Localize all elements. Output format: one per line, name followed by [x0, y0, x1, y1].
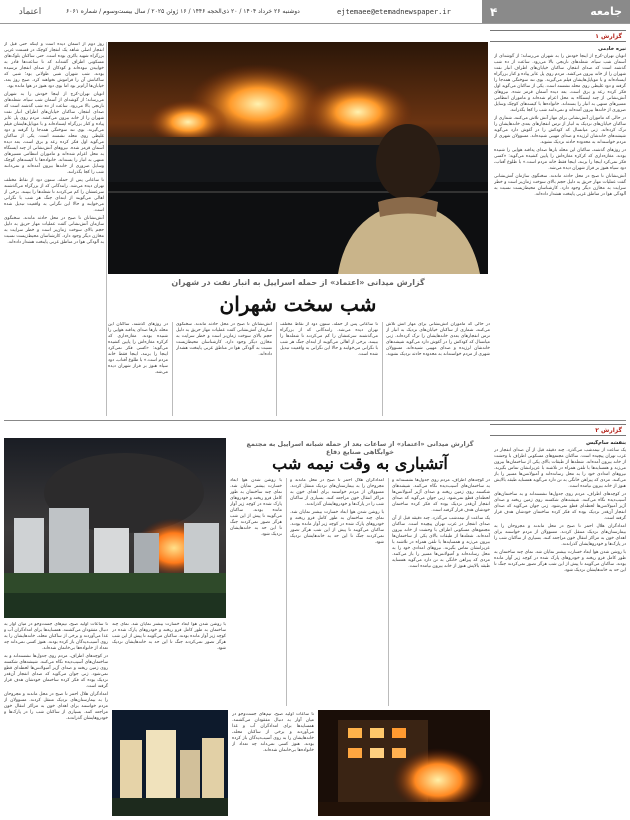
story2-tag	[490, 424, 626, 436]
story2-left-text-cont: در کوچه‌های اطراف، مردم روی جدول‌ها نشسته‌اند و به ساختمان‌های آسیب‌دیده نگاه می‌کنند. شیشه‌های شکسته روی زمین ریخته و صدای آژیر آمبولانس‌ها لحظه‌ای قطع نمی‌شود. زنی جوان می‌گوید که صدای انفجار آن‌قدر نزدیک بوده که فکر کرده ساختمان خودشان هدف قرار گرفته است.	[4, 654, 108, 689]
story1-right-text: اتوبان تهران-کرج از اینجا خودش را به شهران می‌رساند؛ از گوشه‌ای از آسمان شب سیاه، شعله‌های نارنجی بالا می‌رود. ساعت از ده شب گذشته است که صدای انفجار، ساکنان خیابان‌های اطراف انبار نفت شهران را از خانه بیرون می‌کشد. مردم روی پل عابر پیاده و کنار بزرگراه ایستاده‌اند و با موبایل‌هایشان فیلم می‌گیرند. بوی تند سوختگی همه‌جا را گرفته و دود غلیظی روی محله نشسته است. یکی از ساکنان می‌گوید اول فکر کرده رعد و برق است، بعد دیده آسمان قرمز شده. نیروهای آتش‌نشانی از چند ایستگاه به محل اعزام شده‌اند و ماموران انتظامی مسیرهای منتهی به انبار را بسته‌اند. خانواده‌ها با کیسه‌های کوچک وسایل ضروری از خانه‌ها بیرون آمده‌اند و نمی‌دانند شب را کجا بگذرانند.	[494, 54, 626, 113]
story1-col-a-text: در حالی که ماموران آتش‌نشانی برای مهار آتش تلاش می‌کنند، شماری از ساکنان خیابان‌های نزدیک به انبار از ترس انفجارهای بعدی خانه‌هایشان را ترک کرده‌اند. زنی میانسال که کودکش را در آغوش دارد می‌گوید شیشه‌های خانه‌شان لرزیده و صدای مهیبی شنیده‌اند. مسوولان شهری از مردم خواسته‌اند به محدوده حادثه نزدیک نشوند.	[386, 322, 490, 357]
story2-col-a-text: در کوچه‌های اطراف، مردم روی جدول‌ها نشسته‌اند و به ساختمان‌های آسیب‌دیده نگاه می‌کنند. شیشه‌های شکسته روی زمین ریخته و صدای آژیر آمبولانس‌ها لحظه‌ای قطع نمی‌شود. زنی جوان می‌گوید که صدای انفجار آن‌قدر نزدیک بوده که فکر کرده ساختمان خودشان هدف قرار گرفته است.	[392, 478, 490, 513]
story2-right-text-cont3: با روشن شدن هوا ابعاد خسارت بیشتر نمایان شد. نمای چند ساختمان به طور کامل فرو ریخته و خودروهای پارک شده در کوچه زیر آوار مانده بودند. ساکنان می‌گویند تا پیش از این شب هرگز تصور نمی‌کردند جنگ تا این حد به خانه‌هایشان نزدیک شود.	[494, 550, 626, 573]
story1-left-text: روز دوم از آسمان دیده است و اینکه حتی قبل از انفجار اصلی شاهد یک انفجار کوچک در قسمت غربی بزرگراه شهید باکری بوده است. حتی ساکنان بلوک‌های مسکونی اطراف گفته‌اند که تا ساعت‌ها قادر به خوابیدن نبوده‌اند و کودکان از صدای انفجار ترسیده بودند. شب شهران شبی طولانی بود؛ شبی که ساکنانش آن را فراموش نخواهند کرد. صبح روز بعد، خیابان‌ها آرام‌تر بود اما بوی دود هنوز در هوا مانده بود.	[4, 42, 104, 89]
story1-headline: شب سخت شهران	[219, 292, 377, 316]
story2-city-fire-photo	[4, 438, 226, 618]
story1-left-text-cont: اتوبان تهران-کرج از اینجا خودش را به شهران می‌رساند؛ از گوشه‌ای از آسمان شب سیاه، شعله‌های نارنجی بالا می‌رود. ساعت از ده شب گذشته است که صدای انفجار، ساکنان خیابان‌های اطراف انبار نفت شهران را از خانه بیرون می‌کشد. مردم روی پل عابر پیاده و کنار بزرگراه ایستاده‌اند و با موبایل‌هایشان فیلم می‌گیرند. بوی تند سوختگی همه‌جا را گرفته و دود غلیظی روی محله نشسته است. یکی از ساکنان می‌گوید اول فکر کرده رعد و برق است، بعد دیده آسمان قرمز شده. نیروهای آتش‌نشانی از چند ایستگاه به محل اعزام شده‌اند و ماموران انتظامی مسیرهای منتهی به انبار را بسته‌اند. خانواده‌ها با کیسه‌های کوچک وسایل ضروری از خانه‌ها بیرون آمده‌اند و نمی‌دانند شب را کجا بگذرانند.	[4, 92, 104, 175]
story1-right-text-cont: در حالی که ماموران آتش‌نشانی برای مهار آتش تلاش می‌کنند، شماری از ساکنان خیابان‌های نزدیک به انبار از ترس انفجارهای بعدی خانه‌هایشان را ترک کرده‌اند. زنی میانسال که کودکش را در آغوش دارد می‌گوید شیشه‌های خانه‌شان لرزیده و صدای مهیبی شنیده‌اند. مسوولان شهری از مردم خواسته‌اند به محدوده حادثه نزدیک نشوند.	[494, 116, 626, 145]
story1-right-column	[494, 46, 626, 416]
newspaper-logo: اعتماد	[18, 6, 42, 17]
page-number: ۴	[490, 4, 498, 19]
section-banner	[482, 0, 630, 23]
story2-col-b-cont: با روشن شدن هوا ابعاد خسارت بیشتر نمایان شد. نمای چند ساختمان به طور کامل فرو ریخته و خودروهای پارک شده در کوچه زیر آوار مانده بودند. ساکنان می‌گویند تا پیش از این شب هرگز تصور نمی‌کردند جنگ تا این حد به خانه‌هایشان نزدیک شود.	[290, 510, 384, 545]
story1-left-text-cont2: تا ساعاتی پس از حمله، ستون دود از نقاط مختلف تهران دیده می‌شد. رانندگانی که از بزرگراه می‌گذشتند سرعتشان را کم می‌کردند تا شعله‌ها را ببینند. برخی از اهالی می‌گویند از ابتدای جنگ هر شب با نگرانی می‌خوابند و حالا این نگرانی به واقعیت تبدیل شده است.	[4, 178, 104, 213]
story2-col-a	[392, 478, 490, 706]
story2-right-column	[494, 440, 626, 816]
section-title: جامعه	[590, 5, 622, 18]
column-divider	[172, 322, 173, 416]
story1-tag-label: گزارش ۱	[595, 32, 622, 40]
story2-left-text-cont2: امدادگران هلال احمر تا صبح در محل ماندند و مجروحان را به بیمارستان‌های نزدیک منتقل کردند. مسوولان از مردم خواستند برای اهدای خون به مراکز انتقال خون مراجعه کنند. بسیاری از ساکنان شب را در پارک‌ها و خودروهایشان گذراندند.	[4, 692, 108, 721]
column-divider	[286, 478, 287, 706]
story2-tag-label: گزارش ۲	[595, 426, 622, 434]
story1-main-photo	[108, 42, 488, 274]
column-divider	[106, 42, 107, 416]
story2-bottom-text: تا ساعات اولیه صبح، تیم‌های جست‌وجو در میان آوار به دنبال مفقودان می‌گشتند. همسایه‌ها برای امدادگران آب و غذا می‌آوردند و برخی از ساکنان محله، خانه‌هایشان را به روی آسیب‌دیدگان باز کرده بودند. هنوز کسی نمی‌داند چه تعداد از خانواده‌ها بی‌خانمان شده‌اند.	[232, 712, 314, 753]
story2-byline: بنفشه سام‌گیس	[586, 440, 626, 446]
story2-left-column-b	[112, 622, 226, 708]
story2-kicker: گزارش میدانی «اعتماد» از ساعات بعد از حمله شبانه اسراییل به مجتمع خوابگاهی صنایع دفاع	[246, 440, 474, 456]
story1-left-text-cont3: آتش‌نشانان تا صبح در محل حادثه ماندند. سخنگوی سازمان آتش‌نشانی گفت عملیات مهار حریق به دلیل حجم بالای سوخت زمان‌بر است و خطر سرایت به مخازن دیگر وجود دارد. کارشناسان محیط‌زیست نسبت به آلودگی هوا در مناطق غربی پایتخت هشدار داده‌اند.	[4, 216, 104, 245]
column-divider	[382, 322, 383, 416]
story1-byline: نیره خادمی	[598, 46, 626, 52]
story2-col-a-cont: یک ساعت از نیمه‌شب می‌گذرد. چند دقیقه قبل از آن صدای انفجار در غرب تهران پیچیده است. ساکنان مجتمع‌های مسکونی اطراف با وحشت از خانه بیرون آمده‌اند. شعله‌ها از طبقات بالای یکی از ساختمان‌ها بیرون می‌زند و همسایه‌ها با تلفن همراه در تلاشند با عزیزانشان تماس بگیرند. نیروهای امدادی خود را به محل رسانده‌اند و آمبولانس‌ها مسیر را باز می‌کنند. مردی که پیراهن خانگی به تن دارد می‌گوید همسایه طبقه بالایش هنوز از خانه بیرون نیامده است.	[392, 516, 490, 569]
story2-col-c	[230, 478, 282, 706]
story2-left-column	[4, 622, 108, 816]
story1-col-b-text: تا ساعاتی پس از حمله، ستون دود از نقاط مختلف تهران دیده می‌شد. رانندگانی که از بزرگراه می‌گذشتند سرعتشان را کم می‌کردند تا شعله‌ها را ببینند. برخی از اهالی می‌گویند از ابتدای جنگ هر شب با نگرانی می‌خوابند و حالا این نگرانی به واقعیت تبدیل شده است.	[280, 322, 378, 357]
story1-col-c-text: آتش‌نشانان تا صبح در محل حادثه ماندند. سخنگوی سازمان آتش‌نشانی گفت عملیات مهار حریق به دلیل حجم بالای سوخت زمان‌بر است و خطر سرایت به مخازن دیگر وجود دارد. کارشناسان محیط‌زیست نسبت به آلودگی هوا در مناطق غربی پایتخت هشدار داده‌اند.	[176, 322, 272, 357]
story1-right-text-cont2: در روزهای گذشته، ساکنان این محله بارها صدای پدافند هوایی را شنیده بودند. مغازه‌داری که کرکره مغازه‌اش را پایین کشیده می‌گوید: «کسی فکر نمی‌کرد اینجا را بزنند، اینجا فقط خانه مردم است.» با طلوع آفتاب، دود سیاه هنوز بر فراز شهران دیده می‌شد.	[494, 148, 626, 171]
story1-left-column	[4, 42, 104, 416]
story1-col-c	[176, 322, 272, 416]
column-divider	[388, 478, 389, 706]
story2-left-text: تا ساعات اولیه صبح، تیم‌های جست‌وجو در میان آوار به دنبال مفقودان می‌گشتند. همسایه‌ها برای امدادگران آب و غذا می‌آوردند و برخی از ساکنان محله، خانه‌هایشان را به روی آسیب‌دیدگان باز کرده بودند. هنوز کسی نمی‌داند چه تعداد از خانواده‌ها بی‌خانمان شده‌اند.	[4, 622, 108, 651]
story1-col-a	[386, 322, 490, 416]
column-divider	[276, 322, 277, 416]
story2-col-c-text: با روشن شدن هوا ابعاد خسارت بیشتر نمایان شد. نمای چند ساختمان به طور کامل فرو ریخته و خودروهای پارک شده در کوچه زیر آوار مانده بودند. ساکنان می‌گویند تا پیش از این شب هرگز تصور نمی‌کردند جنگ تا این حد به خانه‌هایشان نزدیک شود.	[230, 478, 282, 537]
story1-col-d-text: در روزهای گذشته، ساکنان این محله بارها صدای پدافند هوایی را شنیده بودند. مغازه‌داری که کرکره مغازه‌اش را پایین کشیده می‌گوید: «کسی فکر نمی‌کرد اینجا را بزنند، اینجا فقط خانه مردم است.» با طلوع آفتاب، دود سیاه هنوز بر فراز شهران دیده می‌شد.	[108, 322, 168, 375]
story2-burning-building-photo	[318, 710, 490, 816]
section-email[interactable]: ejtemaee@etemadnewspaper.ir	[337, 7, 451, 16]
story1-kicker: گزارش میدانی «اعتماد» از حمله اسراییل به انبار نفت در شهران	[171, 278, 425, 287]
page-header	[0, 0, 630, 24]
story2-right-text: یک ساعت از نیمه‌شب می‌گذرد. چند دقیقه قبل از آن صدای انفجار در غرب تهران پیچیده است. ساکنان مجتمع‌های مسکونی اطراف با وحشت از خانه بیرون آمده‌اند. شعله‌ها از طبقات بالای یکی از ساختمان‌ها بیرون می‌زند و همسایه‌ها با تلفن همراه در تلاشند با عزیزانشان تماس بگیرند. نیروهای امدادی خود را به محل رسانده‌اند و آمبولانس‌ها مسیر را باز می‌کنند. مردی که پیراهن خانگی به تن دارد می‌گوید همسایه طبقه بالایش هنوز از خانه بیرون نیامده است.	[494, 448, 626, 489]
story1-col-d	[108, 322, 168, 416]
story2-bottom-column	[232, 712, 314, 816]
issue-date-line: دوشنبه ۲۶ خرداد ۱۴۰۴ / ۲۰ ذی‌الحجه ۱۴۴۶ / ۱۶ ژوئن ۲۰۲۵ / سال بیست‌وسوم / شماره ۶۰۶۱	[66, 8, 300, 15]
story2-right-text-cont: در کوچه‌های اطراف، مردم روی جدول‌ها نشسته‌اند و به ساختمان‌های آسیب‌دیده نگاه می‌کنند. شیشه‌های شکسته روی زمین ریخته و صدای آژیر آمبولانس‌ها لحظه‌ای قطع نمی‌شود. زنی جوان می‌گوید که صدای انفجار آن‌قدر نزدیک بوده که فکر کرده ساختمان خودشان هدف قرار گرفته است.	[494, 492, 626, 521]
story1-col-b	[280, 322, 378, 416]
story1-right-text-cont3: آتش‌نشانان تا صبح در محل حادثه ماندند. سخنگوی سازمان آتش‌نشانی گفت عملیات مهار حریق به دلیل حجم بالای سوخت زمان‌بر است و خطر سرایت به مخازن دیگر وجود دارد. کارشناسان محیط‌زیست نسبت به آلودگی هوا در مناطق غربی پایتخت هشدار داده‌اند.	[494, 174, 626, 197]
section-rule	[4, 420, 626, 421]
story2-col-b	[290, 478, 384, 706]
story2-headline: آتشباری به وقت نیمه شب	[272, 454, 448, 473]
story2-left-b-text: با روشن شدن هوا ابعاد خسارت بیشتر نمایان شد. نمای چند ساختمان به طور کامل فرو ریخته و خودروهای پارک شده در کوچه زیر آوار مانده بودند. ساکنان می‌گویند تا پیش از این شب هرگز تصور نمی‌کردند جنگ تا این حد به خانه‌هایشان نزدیک شود.	[112, 622, 226, 651]
story2-night-buildings-photo	[112, 710, 228, 816]
story2-col-b-text: امدادگران هلال احمر تا صبح در محل ماندند و مجروحان را به بیمارستان‌های نزدیک منتقل کردند. مسوولان از مردم خواستند برای اهدای خون به مراکز انتقال خون مراجعه کنند. بسیاری از ساکنان شب را در پارک‌ها و خودروهایشان گذراندند.	[290, 478, 384, 507]
story2-right-text-cont2: امدادگران هلال احمر تا صبح در محل ماندند و مجروحان را به بیمارستان‌های نزدیک منتقل کردند. مسوولان از مردم خواستند برای اهدای خون به مراکز انتقال خون مراجعه کنند. بسیاری از ساکنان شب را در پارک‌ها و خودروهایشان گذراندند.	[494, 524, 626, 547]
story1-tag	[490, 30, 626, 42]
